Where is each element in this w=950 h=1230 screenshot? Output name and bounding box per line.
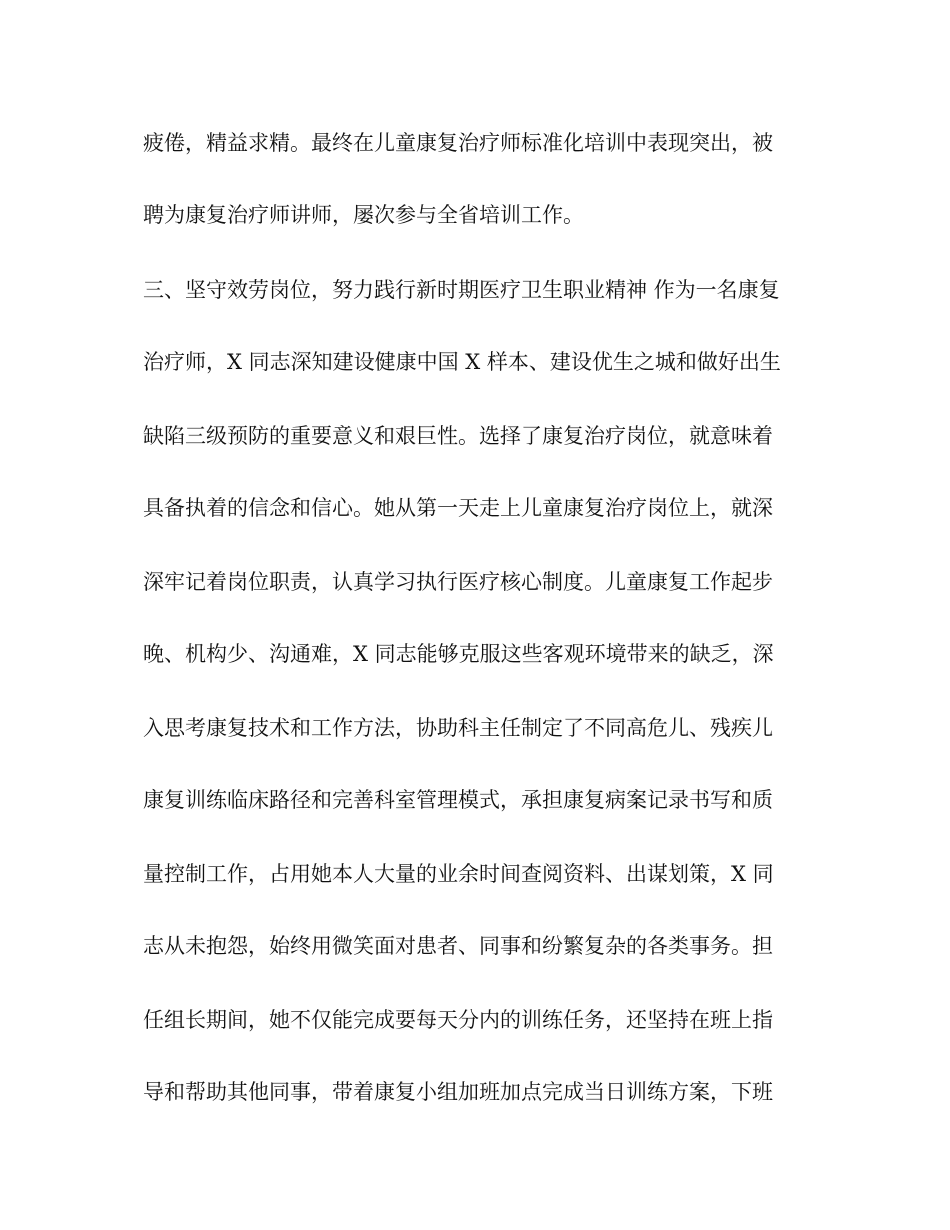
paragraph-line: 聘为康复治疗师讲师，屡次参与全省培训工作。: [143, 203, 584, 227]
section-heading-line: 三、坚守效劳岗位，努力践行新时期医疗卫生职业精神 作为一名康复: [143, 278, 780, 302]
paragraph-line: 康复训练临床路径和完善科室管理模式，承担康复病案记录书写和质: [143, 788, 773, 812]
paragraph-line: 入思考康复技术和工作方法，协助科主任制定了不同高危儿、残疾儿: [143, 716, 773, 740]
paragraph-line: 缺陷三级预防的重要意义和艰巨性。选择了康复治疗岗位，就意味着: [143, 424, 773, 448]
paragraph-line: 深牢记着岗位职责，认真学习执行医疗核心制度。儿童康复工作起步: [143, 570, 773, 594]
paragraph-line: 晚、机构少、沟通难，X 同志能够克服这些客观环境带来的缺乏，深: [143, 642, 774, 666]
paragraph-line: 量控制工作，占用她本人大量的业余时间查阅资料、出谋划策，X 同: [143, 862, 774, 886]
paragraph-line: 具备执着的信念和信心。她从第一天走上儿童康复治疗岗位上，就深: [143, 496, 773, 520]
paragraph-line: 疲倦，精益求精。最终在儿童康复治疗师标准化培训中表现突出，被: [143, 131, 773, 155]
paragraph-line: 任组长期间，她不仅能完成要每天分内的训练任务，还坚持在班上指: [143, 1008, 773, 1032]
paragraph-line: 治疗师，X 同志深知建设健康中国 X 样本、建设优生之城和做好出生: [143, 350, 781, 374]
paragraph-line: 导和帮助其他同事，带着康复小组加班加点完成当日训练方案，下班: [143, 1080, 773, 1104]
paragraph-line: 志从未抱怨，始终用微笑面对患者、同事和纷繁复杂的各类事务。担: [143, 934, 773, 958]
